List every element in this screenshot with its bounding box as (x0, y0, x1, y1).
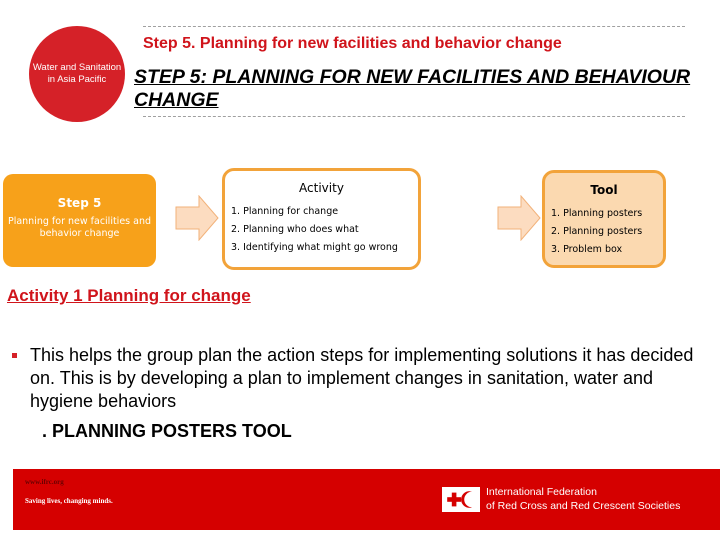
activity-item: 3. Identifying what might go wrong (231, 242, 398, 253)
bullet-item (12, 344, 702, 413)
region-badge-text: Water and Sanitation in Asia Pacific (32, 62, 122, 85)
organization-name (486, 485, 680, 513)
bullet-text: This helps the group plan the action steps for implementing solutions it has decided on. This is by developing a plan to implement changes in sanitation, water and hygiene behaviors (30, 345, 694, 411)
step-description: Planning for new facilities and behavior change (7, 216, 152, 239)
tool-list (551, 205, 663, 259)
footer-url: www.ifrc.org (25, 478, 64, 486)
tool-item: 1. Planning posters (551, 208, 643, 219)
activity-box (222, 168, 421, 270)
activity-item: 2. Planning who does what (231, 224, 359, 235)
arrow-right-icon (175, 195, 219, 241)
arrow-right-icon (497, 195, 541, 241)
step-box (3, 174, 156, 267)
activity-heading: Activity (299, 181, 344, 195)
activity-section-heading: Activity 1 Planning for change (7, 286, 251, 305)
tool-box (542, 170, 666, 268)
tool-item: 2. Planning posters (551, 226, 643, 237)
org-line-2: of Red Cross and Red Crescent Societies (486, 500, 681, 512)
tool-heading: Tool (590, 183, 618, 197)
posters-tool-line: . PLANNING POSTERS TOOL (42, 421, 292, 441)
step-heading: Step 5 (57, 196, 102, 210)
slide-title: STEP 5: PLANNING FOR NEW FACILITIES AND BEHAVIOUR CHANGE (134, 66, 691, 111)
activity-list (231, 203, 418, 257)
activity-item: 1. Planning for change (231, 206, 339, 217)
footer-tagline: Saving lives, changing minds. (25, 497, 113, 505)
red-cross-crescent-logo-icon (442, 487, 480, 512)
bottom-divider (143, 116, 685, 117)
slide-subtitle: Step 5. Planning for new facilities and behavior change (143, 35, 562, 52)
top-divider (143, 26, 685, 27)
bullet-square-icon (12, 353, 17, 358)
tool-item: 3. Problem box (551, 244, 623, 255)
org-line-1: International Federation (486, 486, 597, 498)
region-badge (29, 26, 125, 122)
